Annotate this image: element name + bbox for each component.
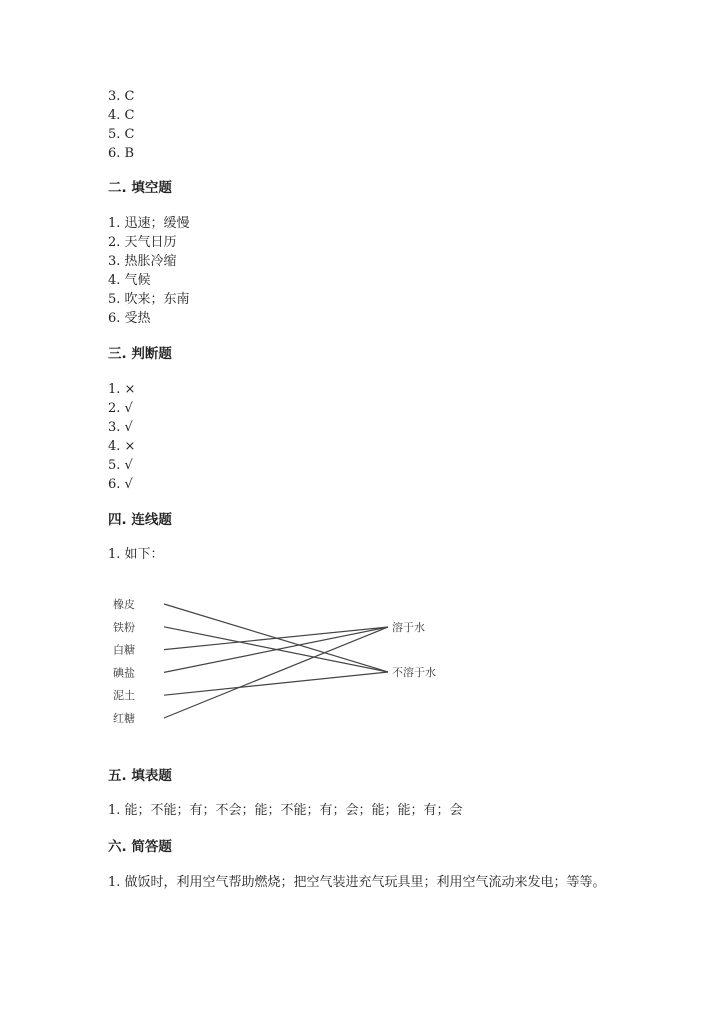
short-answer: 1. 做饭时，利用空气帮助燃烧；把空气装进充气玩具里；利用空气流动来发电；等等。 bbox=[108, 875, 606, 890]
true-false-answer: 4. × bbox=[108, 439, 136, 454]
choice-answer: 4. C bbox=[108, 108, 135, 123]
matching-left-label: 铁粉 bbox=[113, 620, 135, 634]
true-false-answer: 6. √ bbox=[108, 477, 133, 492]
matching-left-label: 红糖 bbox=[113, 712, 135, 725]
matching-left-label: 白糖 bbox=[113, 643, 135, 657]
fill-in-answer: 2. 天气日历 bbox=[108, 235, 177, 250]
section-title-fill-in: 二. 填空题 bbox=[108, 180, 172, 196]
section-title-table: 五. 填表题 bbox=[108, 768, 172, 784]
true-false-answer: 2. √ bbox=[108, 401, 133, 416]
matching-intro: 1. 如下： bbox=[108, 547, 164, 562]
matching-diagram bbox=[100, 586, 460, 736]
section-title-true-false: 三. 判断题 bbox=[108, 346, 172, 362]
choice-answer: 5. C bbox=[108, 127, 135, 142]
fill-in-answer: 3. 热胀冷缩 bbox=[108, 254, 177, 269]
matching-left-label: 泥土 bbox=[113, 689, 135, 703]
section-title-short-answer: 六. 简答题 bbox=[108, 839, 172, 855]
fill-in-answer: 5. 吹来；东南 bbox=[108, 292, 190, 307]
matching-link bbox=[164, 627, 388, 718]
matching-left-label: 橡皮 bbox=[113, 598, 135, 611]
fill-in-answer: 6. 受热 bbox=[108, 311, 151, 326]
matching-right-label: 不溶于水 bbox=[392, 666, 436, 679]
choice-answer: 3. C bbox=[108, 89, 135, 104]
matching-left-label: 碘盐 bbox=[113, 666, 135, 680]
matching-right-label: 溶于水 bbox=[392, 621, 425, 634]
section-title-matching: 四. 连线题 bbox=[108, 512, 172, 528]
true-false-answer: 5. √ bbox=[108, 458, 133, 473]
table-answer: 1. 能；不能；有；不会；能；不能；有；会；能；能；有；会 bbox=[108, 803, 463, 818]
matching-link bbox=[164, 672, 388, 695]
fill-in-answer: 1. 迅速；缓慢 bbox=[108, 216, 190, 231]
fill-in-answer: 4. 气候 bbox=[108, 273, 151, 288]
true-false-answer: 1. × bbox=[108, 382, 136, 397]
true-false-answer: 3. √ bbox=[108, 420, 133, 435]
choice-answer: 6. B bbox=[108, 146, 135, 161]
matching-link bbox=[164, 627, 388, 650]
